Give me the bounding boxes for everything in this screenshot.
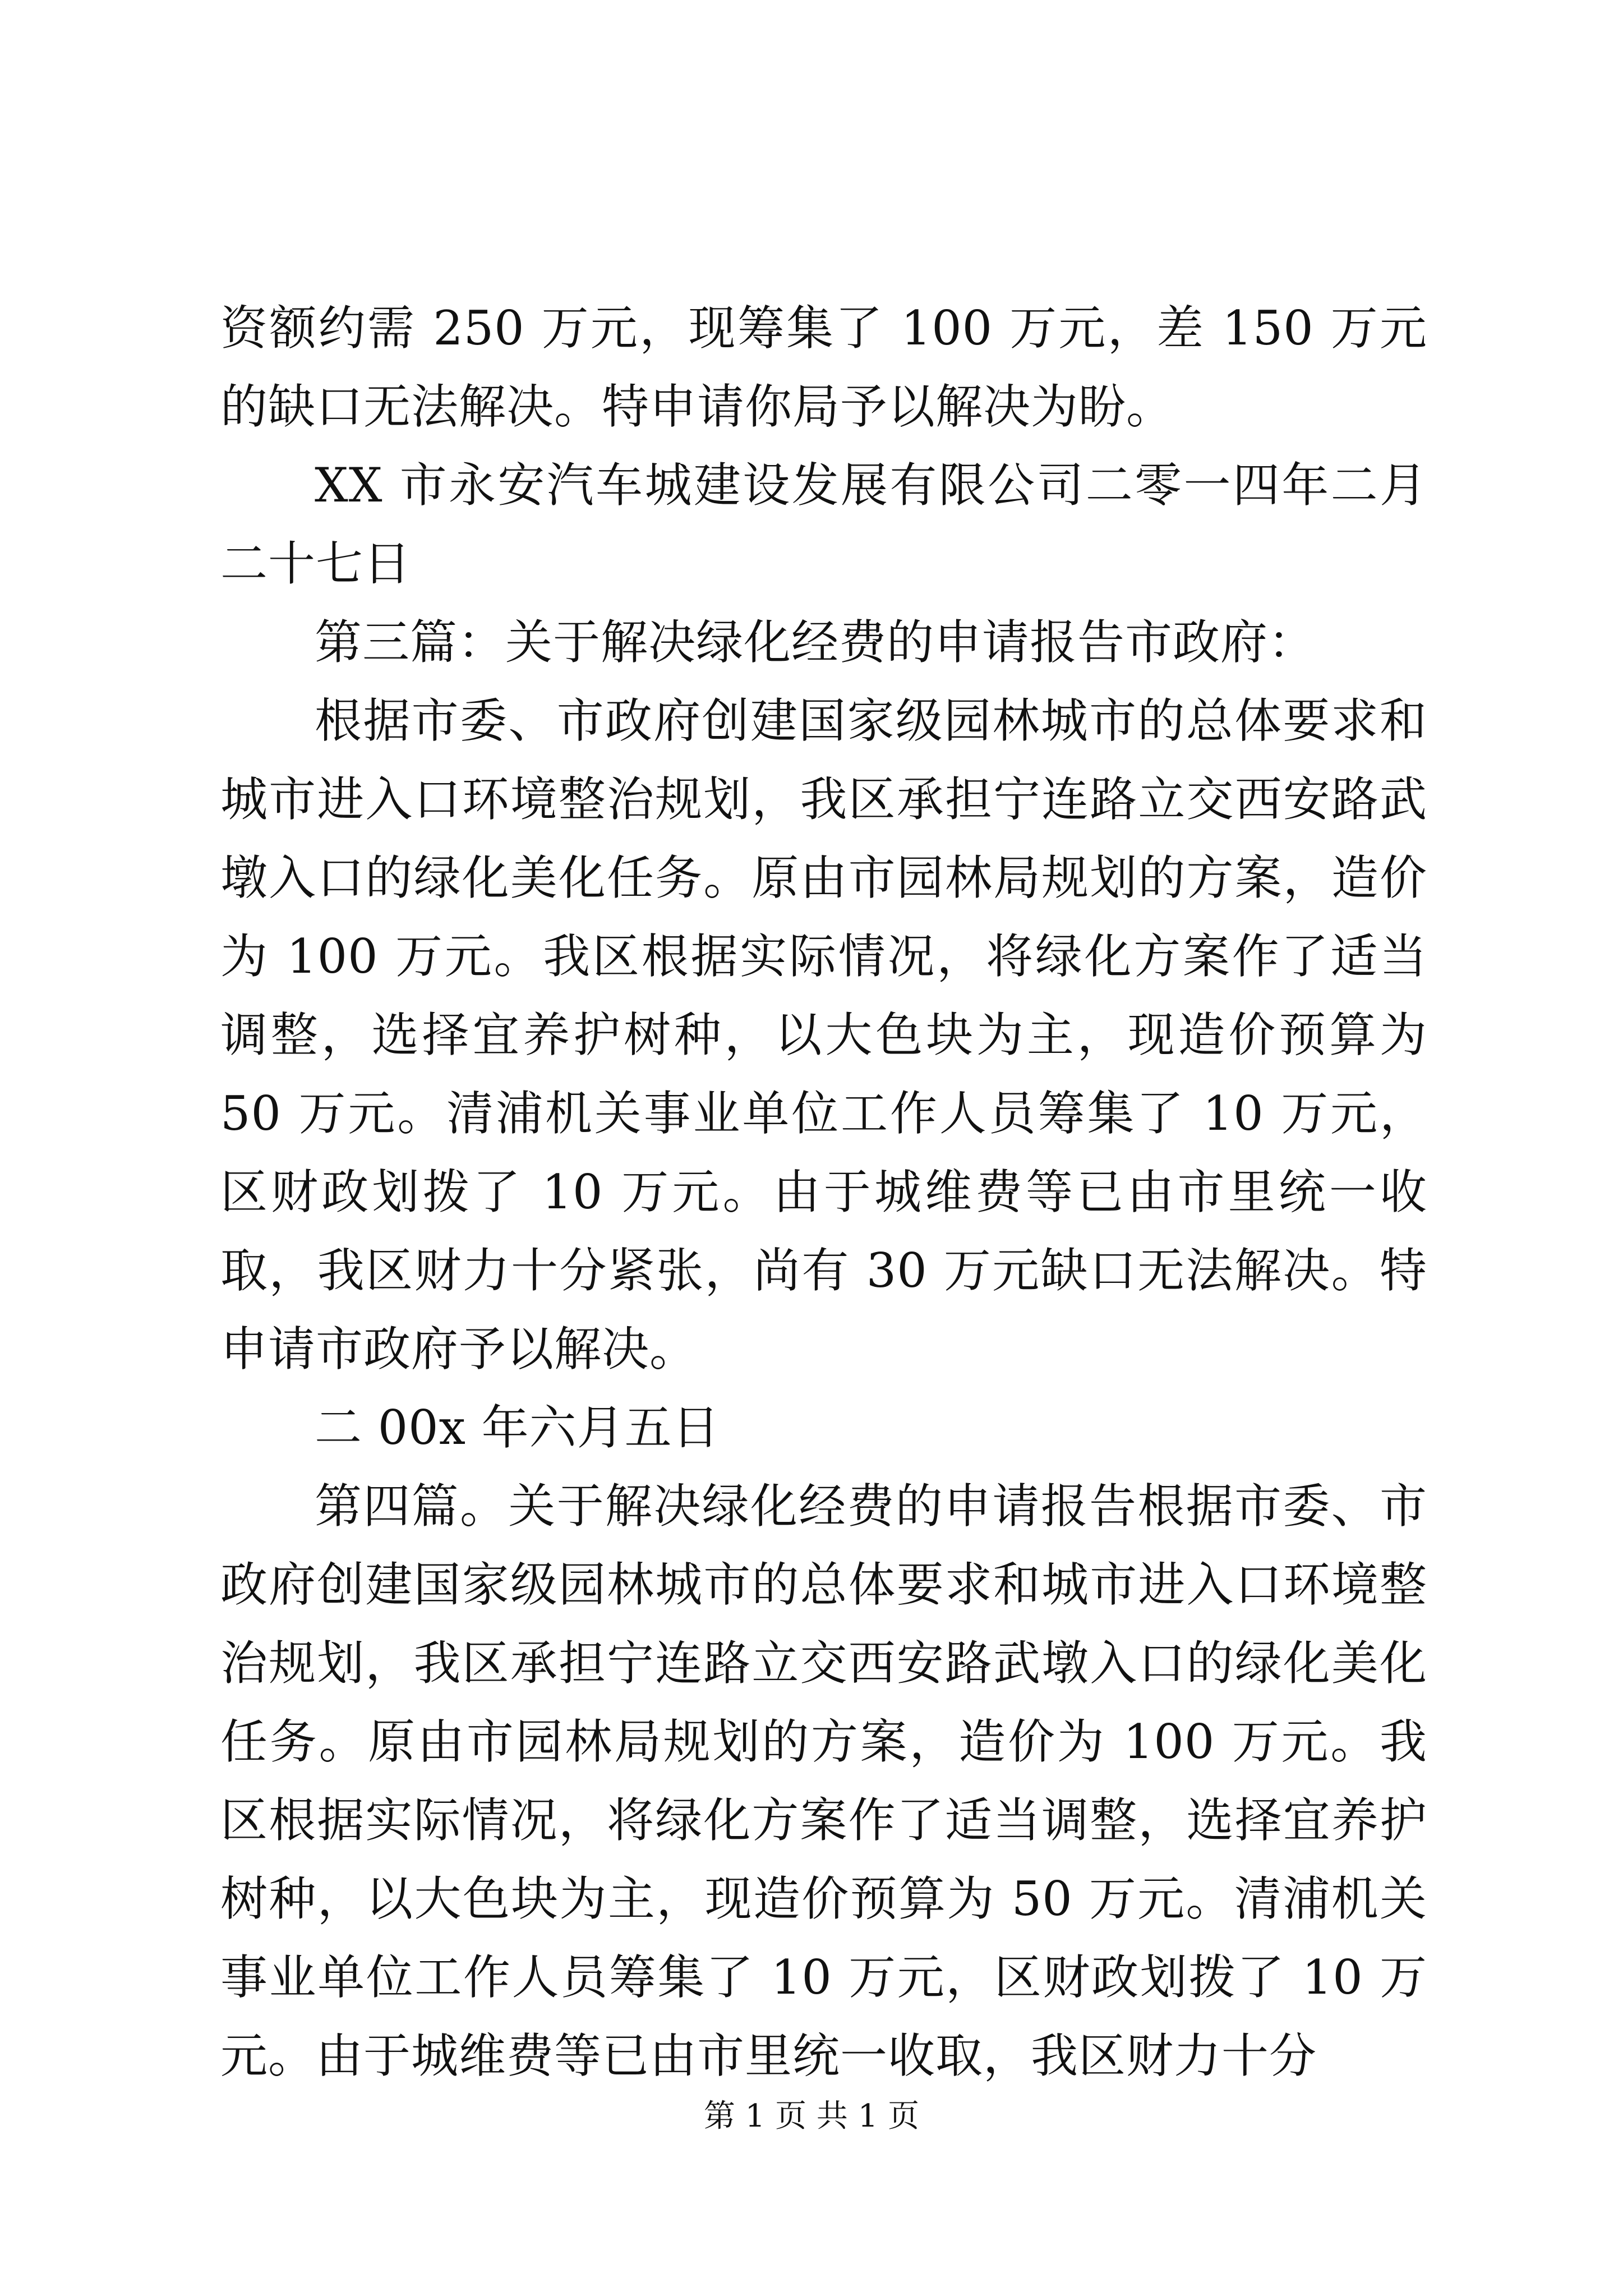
document-body <box>220 289 1427 2095</box>
paragraph-continuation: 资额约需 250 万元，现筹集了 100 万元，差 150 万元的缺口无法解决。特申请你局予以解决为盼。 <box>220 301 1427 434</box>
section-heading-3: 第三篇：关于解决绿化经费的申请报告市政府： <box>315 615 1316 670</box>
paragraph-section-4: 第四篇。关于解决绿化经费的申请报告根据市委、市政府创建国家级园林城市的总体要求和城市进入口环境整治规划，我区承担宁连路立交西安路武墩入口的绿化美化任务。原由市园林局规划的方案，造价为 100 万元。我区根据实际情况，将绿化方案作了适当调整，选择宜养护树种，以大色块为主，现造价预算为 50 万元。清浦机关事业单位工作人员筹集了 10 万元，区财政划拨了 10 万元。由于城维费等已由市里统一收取，我区财力十分 <box>220 1479 1427 2083</box>
paragraph-signature: XX 市永安汽车城建设发展有限公司二零一四年二月二十七日 <box>220 458 1427 591</box>
paragraph-date: 二 00x 年六月五日 <box>315 1400 720 1455</box>
page-footer: 第 1 页 共 1 页 <box>703 2098 920 2134</box>
paragraph-section-3-body: 根据市委、市政府创建国家级园林城市的总体要求和城市进入口环境整治规划，我区承担宁连路立交西安路武墩入口的绿化美化任务。原由市园林局规划的方案，造价为 100 万元。我区根据实际情况，将绿化方案作了适当调整，选择宜养护树种，以大色块为主，现造价预算为 50 万元。清浦机关事业单位工作人员筹集了 10 万元，区财政划拨了 10 万元。由于城维费等已由市里统一收取，我区财力十分紧张，尚有 30 万元缺口无法解决。特申请市政府予以解决。 <box>220 693 1427 1377</box>
